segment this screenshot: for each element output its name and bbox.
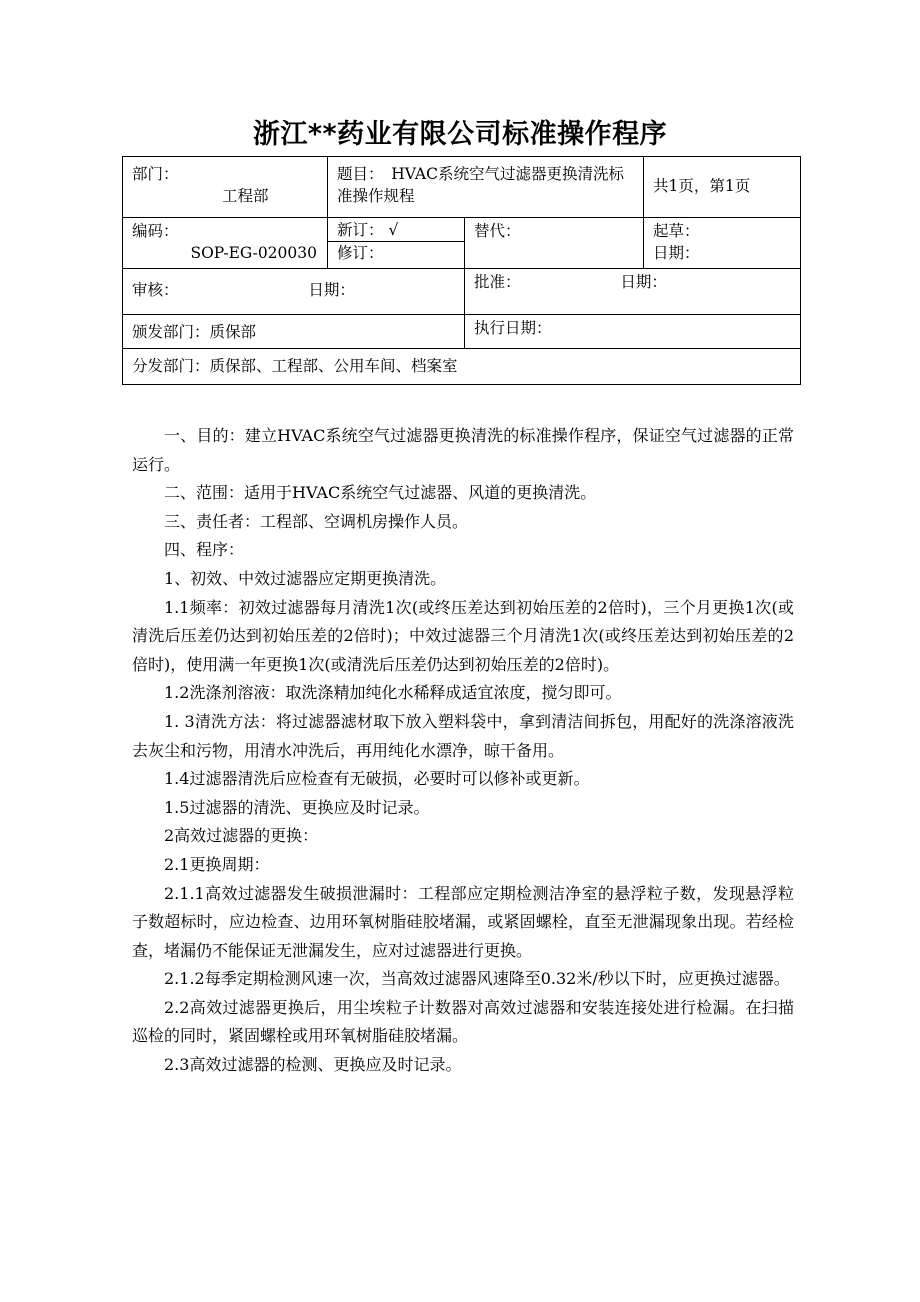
draft-cell <box>644 218 801 269</box>
section-1-5: 1.5过滤器的清洗、更换应及时记录。 <box>164 797 430 817</box>
code-value: SOP-EG-020030 <box>190 244 317 262</box>
section-2-2: 2.2高效过滤器更换后，用尘埃粒子计数器对高效过滤器和安装连接处进行检漏。在扫描巡检的同时，紧固螺栓或用环氧树脂硅胶堵漏。 <box>132 997 794 1046</box>
procedure-heading: 四、程序： <box>164 540 245 560</box>
dept-value: 工程部 <box>222 187 269 205</box>
responsibility-paragraph: 三、责任者：工程部、空调机房操作人员。 <box>164 511 469 531</box>
approve-date-label: 日期： <box>620 273 667 291</box>
replace-label: 替代： <box>474 222 521 240</box>
document-title: 浙江**药业有限公司标准操作程序 <box>252 119 668 150</box>
exec-date: 执行日期： <box>474 319 552 337</box>
replace-cell <box>465 218 644 269</box>
dept-cell <box>123 157 328 218</box>
code-cell <box>123 218 328 269</box>
draft-date-label: 日期： <box>653 244 700 262</box>
section-2-3: 2.3高效过滤器的检测、更换应及时记录。 <box>164 1055 462 1075</box>
dept-label: 部门： <box>132 165 179 183</box>
new-label: 新订： <box>337 221 384 239</box>
scope-paragraph: 二、范围：适用于HVAC系统空气过滤器、风道的更换清洗。 <box>164 483 597 503</box>
section-1-1: 1.1频率：初效过滤器每月清洗1次(或终压差达到初始压差的2倍时)，三个月更换1次(或清洗后压差仍达到初始压差的2倍时)；中效过滤器三个月清洗1次(或终压差达到初始压差的2倍时)，使用满一年更换1次(或清洗后压差仍达到初始压差的2倍时)。 <box>132 597 794 674</box>
purpose-paragraph: 一、目的：建立HVAC系统空气过滤器更换清洗的标准操作程序，保证空气过滤器的正常运行。 <box>132 426 794 474</box>
revise-label: 修订： <box>337 244 384 262</box>
subject-cell <box>328 157 644 218</box>
section-1-heading: 1、初效、中效过滤器应定期更换清洗。 <box>164 568 447 588</box>
distribute-cell <box>123 349 801 385</box>
approve-label: 批准： <box>474 273 521 291</box>
header-table <box>122 156 801 385</box>
section-1-3: 1. 3清洗方法：将过滤器滤材取下放入塑料袋中，拿到清洁间拆包，用配好的洗涤溶液洗去灰尘和污物，用清水冲洗后，再用纯化水漂净，晾干备用。 <box>132 711 794 760</box>
review-date-label: 日期： <box>308 281 355 299</box>
page-count: 共1页，第1页 <box>653 177 751 195</box>
draft-label: 起草： <box>653 222 700 240</box>
document-body <box>132 422 794 1080</box>
new-revise-cell <box>328 218 465 269</box>
exec-date-cell <box>465 315 801 349</box>
new-check: √ <box>388 221 399 239</box>
section-2-heading: 2高效过滤器的更换： <box>164 826 319 846</box>
pages-cell <box>644 157 801 218</box>
code-label: 编码： <box>132 222 179 240</box>
section-2-1-1: 2.1.1高效过滤器发生破损泄漏时：工程部应定期检测洁净室的悬浮粒子数，发现悬浮粒子数超标时，应边检查、边用环氧树脂硅胶堵漏，或紧固螺栓，直至无泄漏现象出现。若经检查，堵漏仍不能保证无泄漏发生，应对过滤器进行更换。 <box>132 883 794 960</box>
section-1-4: 1.4过滤器清洗后应检查有无破损，必要时可以修补或更新。 <box>164 769 590 789</box>
subject: 题目： HVAC系统空气过滤器更换清洗标准操作规程 <box>337 165 624 205</box>
distribute: 分发部门：质保部、工程部、公用车间、档案室 <box>132 357 458 375</box>
review-label: 审核： <box>132 281 179 299</box>
section-1-2: 1.2洗涤剂溶液：取洗涤精加纯化水稀释成适宜浓度，搅匀即可。 <box>164 683 622 703</box>
section-2-1: 2.1更换周期： <box>164 854 270 874</box>
review-cell <box>123 269 465 315</box>
section-2-1-2: 2.1.2每季定期检测风速一次，当高效过滤器风速降至0.32米/秒以下时，应更换过滤器。 <box>164 969 790 989</box>
issue-dept-cell <box>123 315 465 349</box>
approve-cell <box>465 269 801 315</box>
issue-dept: 颁发部门：质保部 <box>132 323 257 341</box>
